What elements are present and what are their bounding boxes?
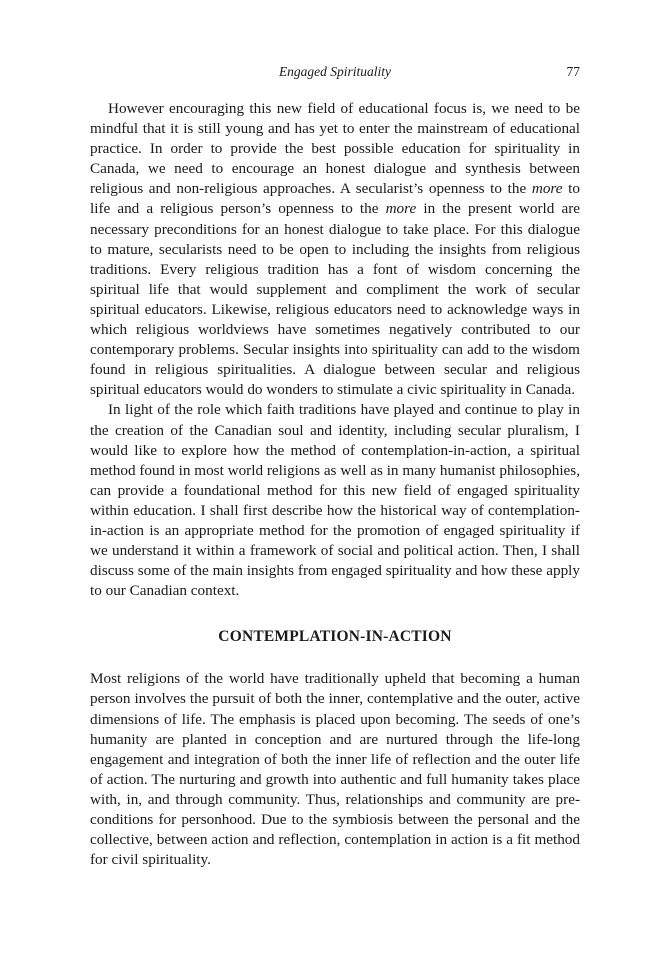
- page-number: 77: [566, 64, 580, 79]
- paragraph-text: in the present world are necessary preconditions for an honest dialogue to take place. For this dialogue to mature, secularists need to be open to including the insights from religious traditions. Every religious tradition has a font of wisdom concerning the spiritual life that would supplement and compliment the work of secular spiritual educators. Likewise, religious educators need to acknowledge ways in which religious worldviews have sometimes negatively contributed to our contemporary problems. Secular insights into spirituality can add to the wisdom found in religious spiritualities. A dialogue between secular and religious spiritual educators would do wonders to stimulate a civic spirituality in Canada.: [90, 200, 580, 399]
- book-page: [90, 64, 580, 870]
- running-title: Engaged Spirituality: [278, 64, 392, 79]
- running-header: [90, 64, 580, 86]
- paragraph-text: However encouraging this new field of educational focus is, we need to be mindful that it is still young and has yet to enter the mainstream of educational practice. In order to provide the best possible education for spirituality in Canada, we need to encourage an honest dialogue and synthesis between religious and non-religious approaches. A secularist’s openness to the: [90, 100, 580, 198]
- paragraph-dialogue: [90, 99, 580, 400]
- paragraph-method: In light of the role which faith traditions have played and continue to play in the creation of the Canadian soul and identity, including secular pluralism, I would like to explore how the method of contemplation-in-action, a spiritual method found in most world religions as well as in many humanist philosophies, can provide a foundational method for this new field of engaged spirituality within education. I shall first describe how the historical way of contemplation-in-action is an appropriate method for the promotion of engaged spirituality if we understand it within a framework of social and political action. Then, I shall discuss some of the main insights from engaged spirituality and how these apply to our Canadian context.: [90, 401, 580, 600]
- body-text: [90, 99, 580, 870]
- emphasis-more: more: [531, 180, 563, 198]
- emphasis-more: more: [385, 200, 417, 218]
- paragraph-contemplation: Most religions of the world have traditionally upheld that becoming a human person involves the pursuit of both the inner, contemplative and the outer, active dimensions of life. The emphasis is placed upon becoming. The seeds of one’s humanity are planted in conception and are nurtured through the life-long engagement and integration of both the inner life of reflection and the outer life of action. The nurturing and growth into authentic and full humanity takes place with, in, and through community. Thus, relationships and community are pre-conditions for personhood. Due to the symbiosis between the personal and the collective, between action and reflection, contemplation in action is a fit method for civil spirituality.: [90, 670, 580, 869]
- section-heading: CONTEMPLATION-IN-ACTION: [218, 628, 452, 646]
- paragraph-text: to life and a religious person’s openness to the: [90, 180, 580, 218]
